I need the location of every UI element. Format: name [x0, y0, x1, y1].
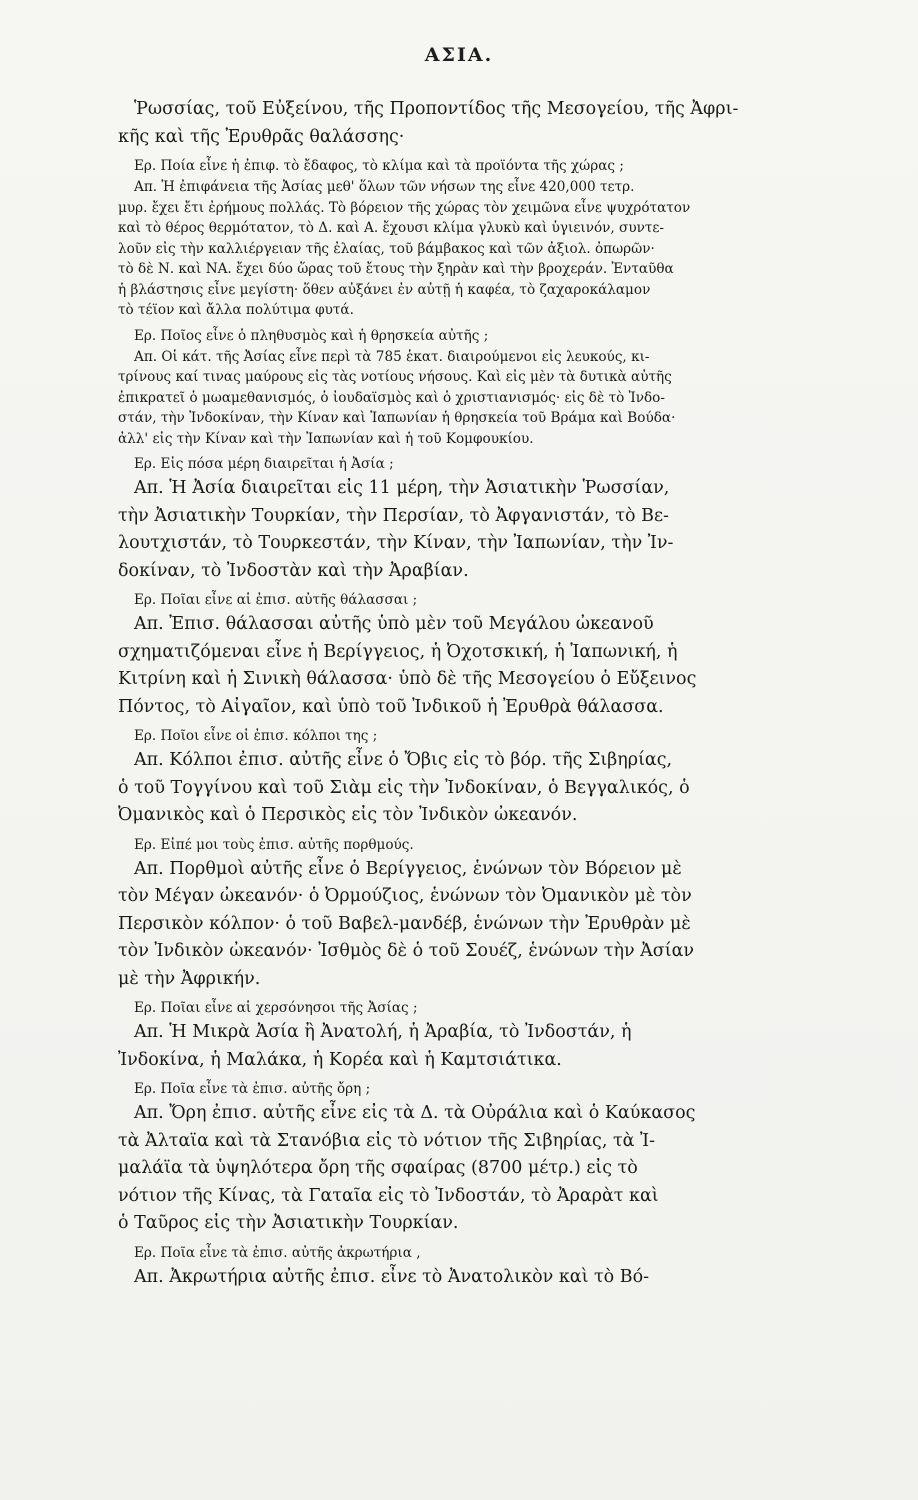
text-line: Ῥωσσίας, τοῦ Εὐξείνου, τῆς Προποντίδος τῆς Μεσογείου, τῆς Ἀφρι-	[134, 99, 739, 119]
text-line: Απ. Κόλποι ἐπισ. αὐτῆς εἶνε ὁ Ὄβις εἰς τὸ βόρ. τῆς Σιβηρίας,	[134, 750, 673, 770]
text-line: Περσικὸν κόλπον· ὁ τοῦ Βαβελ-μανδέβ, ἑνώνων τὴν Ἐρυθρὰν μὲ	[118, 913, 691, 934]
page-body-text	[118, 96, 878, 1291]
text-line: Απ. Ἡ ἐπιφάνεια τῆς Ἀσίας μεθ' ὅλων τῶν νήσων της εἶνε 420,000 τετρ.	[134, 179, 635, 195]
running-head: ΑΣΙΑ.	[424, 44, 494, 66]
text-line: Απ. Ἐπισ. θάλασσαι αὐτῆς ὑπὸ μὲν τοῦ Μεγάλου ὠκεανοῦ	[134, 614, 654, 634]
question-line: Ερ. Ποῖος εἶνε ὁ πληθυσμὸς καὶ ἡ θρησκεία αὐτῆς ;	[134, 327, 489, 344]
question-line: Ερ. Εἰπέ μοι τοὺς ἐπισ. αὐτῆς πορθμούς.	[134, 836, 414, 853]
text-line: λοῦν εἰς τὴν καλλιέργειαν τῆς ἐλαίας, τοῦ βάμβακος καὶ τῶν ἀξιολ. ὀπωρῶν·	[118, 240, 655, 257]
text-line: Απ. Πορθμοὶ αὐτῆς εἶνε ὁ Βερίγγειος, ἑνώνων τὸν Βόρειον μὲ	[134, 858, 682, 879]
text-line: καὶ τὸ θέρος θερμότατον, τὸ Δ. καὶ Α. ἔχουσι κλίμα γλυκὺ καὶ ὑγιεινόν, συντε-	[118, 220, 665, 236]
text-line: Κιτρίνη καὶ ἡ Σινικὴ θάλασσα· ὑπὸ δὲ τῆς Μεσογείου ὁ Εὔξεινος	[118, 669, 697, 689]
text-line: Απ. Ὄρη ἐπισ. αὐτῆς εἶνε εἰς τὰ Δ. τὰ Οὐράλια καὶ ὁ Καύκασος	[134, 1103, 696, 1123]
text-line: ὁ τοῦ Τογγίνου καὶ τοῦ Σιὰμ εἰς τὴν Ἰνδοκίναν, ὁ Βεγγαλικός, ὁ	[118, 777, 690, 798]
text-line: τὸν Μέγαν ὠκεανόν· ὁ Ὀρμούζιος, ἑνώνων τὸν Ὀμανικὸν μὲ τὸν	[118, 886, 692, 906]
text-line: ἀλλ' εἰς τὴν Κίναν καὶ τὴν Ἰαπωνίαν καὶ ἡ τοῦ Κομφουκίου.	[118, 430, 534, 447]
question-line: Ερ. Εἰς πόσα μέρη διαιρεῖται ἡ Ἀσία ;	[134, 456, 394, 472]
text-line: μυρ. ἔχει ἔτι ἐρήμους πολλάς. Τὸ βόρειον τῆς χώρας τὸν χειμῶνα εἶνε ψυχρότατον	[118, 199, 691, 216]
question-line: Ερ. Ποῖαι εἶνε αἱ χερσόνησοι τῆς Ἀσίας ;	[134, 1000, 418, 1016]
text-line: Απ. Ἀκρωτήρια αὐτῆς ἐπισ. εἶνε τὸ Ἀνατολικὸν καὶ τὸ Βό-	[134, 1266, 650, 1287]
text-line: Πόντος, τὸ Αἰγαῖον, καὶ ὑπὸ τοῦ Ἰνδικοῦ ἡ Ἐρυθρὰ θάλασσα.	[118, 696, 664, 717]
text-line: μὲ τὴν Ἀφρικήν.	[118, 968, 261, 989]
text-line: τὸ δὲ Ν. καὶ ΝΑ. ἔχει δύο ὥρας τοῦ ἔτους τὴν ξηρὰν καὶ τὴν βροχεράν. Ἐνταῦθα	[118, 261, 674, 277]
question-line: Ερ. Ποῖοι εἶνε οἱ ἐπισ. κόλποι της ;	[134, 728, 378, 744]
question-line: Ερ. Ποῖαι εἶνε αἱ ἐπισ. αὐτῆς θάλασσαι ;	[134, 592, 418, 608]
text-line: ἡ βλάστησις εἶνε μεγίστη· ὅθεν αὐξάνει ἐν αὐτῇ ἡ καφέα, τὸ ζαχαροκάλαμον	[118, 281, 651, 298]
text-line: Απ. Ἡ Ἀσία διαιρεῖται εἰς 11 μέρη, τὴν Ἀσιατικὴν Ῥωσσίαν,	[134, 478, 670, 498]
text-line: Απ. Ἡ Μικρὰ Ἀσία ἢ Ἀνατολή, ἡ Ἀραβία, τὸ Ἰνδοστάν, ἡ	[134, 1022, 632, 1042]
question-line: Ερ. Ποῖα εἶνε τὰ ἐπισ. αὐτῆς ὄρη ;	[134, 1081, 371, 1097]
text-line: στάν, τὴν Ἰνδοκίναν, τὴν Κίναν καὶ Ἰαπωνίαν ἡ θρησκεία τοῦ Βράμα καὶ Βούδα·	[118, 410, 676, 426]
text-line: λουτχιστάν, τὸ Τουρκεστάν, τὴν Κίναν, τὴν Ἰαπωνίαν, τὴν Ἰν-	[118, 533, 674, 553]
text-line: κῆς καὶ τῆς Ἐρυθρᾶς θαλάσσης·	[118, 126, 405, 147]
text-line: ἐπικρατεῖ ὁ μωαμεθανισμός, ὁ ἰουδαϊσμὸς καὶ ὁ χριστιανισμός· εἰς δὲ τὸ Ἰνδο-	[118, 389, 665, 406]
text-line: τὸν Ἰνδικὸν ὠκεανόν· Ἰσθμὸς δὲ ὁ τοῦ Σουέζ, ἑνώνων τὴν Ἀσίαν	[118, 941, 695, 961]
text-line: δοκίναν, τὸ Ἰνδοστὰν καὶ τὴν Ἀραβίαν.	[118, 560, 469, 581]
text-line: Ὀμανικὸς καὶ ὁ Περσικὸς εἰς τὸν Ἰνδικὸν ὠκεανόν.	[118, 805, 578, 825]
text-line: μαλάϊα τὰ ὑψηλότερα ὄρη τῆς σφαίρας (8700 μέτρ.) εἰς τὸ	[118, 1158, 638, 1178]
text-line: νότιον τῆς Κίνας, τὰ Γαταῖα εἰς τὸ Ἰνδοστάν, τὸ Ἀραρὰτ καὶ	[118, 1185, 659, 1206]
text-line: τὸ τέϊον καὶ ἄλλα πολύτιμα φυτά.	[118, 302, 354, 318]
text-line: τρίνους καί τινας μαύρους εἰς τὰς νοτίους νήσους. Καὶ εἰς μὲν τὰ δυτικὰ αὐτῆς	[118, 369, 672, 385]
question-line: Ερ. Ποῖα εἶνε τὰ ἐπισ. αὐτῆς ἀκρωτήρια ,	[134, 1244, 421, 1261]
text-line: Απ. Οἱ κάτ. τῆς Ἀσίας εἶνε περὶ τὰ 785 ἑκατ. διαιρούμενοι εἰς λευκούς, κι-	[134, 348, 650, 365]
text-line: τὰ Ἀλταϊα καὶ τὰ Στανόβια εἰς τὸ νότιον τῆς Σιβηρίας, τὰ Ἰ-	[118, 1130, 656, 1151]
text-line: σχηματιζόμεναι εἶνε ἡ Βερίγγειος, ἡ Ὀχοτσκική, ἡ Ἰαπωνική, ἡ	[118, 641, 678, 662]
text-line: ὁ Ταῦρος εἰς τὴν Ἀσιατικὴν Τουρκίαν.	[118, 1213, 459, 1233]
text-line: Ἰνδοκίνα, ἡ Μαλάκα, ἡ Κορέα καὶ ἡ Καμτσιάτικα.	[118, 1049, 562, 1070]
text-line: τὴν Ἀσιατικὴν Τουρκίαν, τὴν Περσίαν, τὸ Ἀφγανιστάν, τὸ Βε-	[118, 505, 669, 526]
question-line: Ερ. Ποία εἶνε ἡ ἐπιφ. τὸ ἔδαφος, τὸ κλίμα καὶ τὰ προϊόντα τῆς χώρας ;	[134, 158, 624, 174]
